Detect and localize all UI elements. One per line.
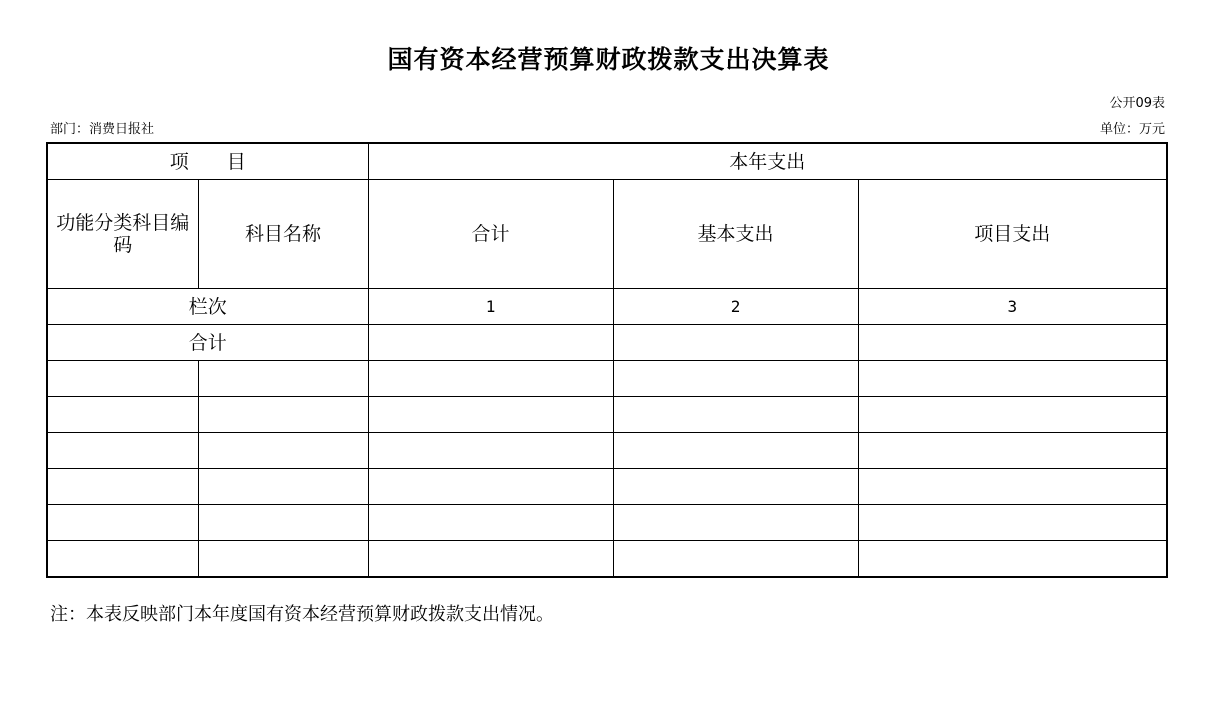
column-number-label: 栏次 [47,289,368,325]
column-number-3: 3 [858,289,1167,325]
table-cell [858,361,1167,397]
empty-rows [47,361,1167,578]
column-header-basic: 基本支出 [613,180,858,289]
department-label: 部门：消费日报社 [50,122,155,137]
table-row [47,469,1167,505]
table-cell [613,541,858,578]
column-header-code: 功能分类科目编码 [47,180,198,289]
table-cell [368,505,613,541]
table-cell [198,433,368,469]
table-row [47,397,1167,433]
table-cell [198,361,368,397]
table-cell [613,505,858,541]
table-cell [198,505,368,541]
table-row [47,361,1167,397]
table-row [47,433,1167,469]
total-cell [613,325,858,361]
table-cell [613,469,858,505]
table-cell [368,361,613,397]
table-cell [368,433,613,469]
table-cell [47,469,198,505]
header-current-year: 本年支出 [368,143,1167,180]
total-row [47,325,1167,361]
expenditure-table [46,142,1168,578]
table-row [47,505,1167,541]
table-cell [47,433,198,469]
table-cell [368,397,613,433]
form-number: 公开09表 [1109,96,1165,111]
table-note: 注：本表反映部门本年度国有资本经营预算财政拨款支出情况。 [50,604,554,625]
table-header-row [47,143,1167,180]
table-cell [613,361,858,397]
table-cell [858,433,1167,469]
table-subheader-row [47,180,1167,289]
unit-label: 单位：万元 [1099,122,1165,137]
page-title: 国有资本经营预算财政拨款支出决算表 [387,45,830,74]
table-row [47,541,1167,578]
table-cell [47,397,198,433]
column-header-project: 项目支出 [858,180,1167,289]
table-cell [47,505,198,541]
table-cell [858,469,1167,505]
table-cell [858,505,1167,541]
total-cell [368,325,613,361]
total-row-label: 合计 [47,325,368,361]
table-cell [613,397,858,433]
column-number-2: 2 [613,289,858,325]
table-cell [47,541,198,578]
table-cell [368,469,613,505]
table-cell [47,361,198,397]
total-cell [858,325,1167,361]
column-header-total: 合计 [368,180,613,289]
table-cell [858,397,1167,433]
column-number-row [47,289,1167,325]
column-number-1: 1 [368,289,613,325]
table-cell [368,541,613,578]
table-cell [858,541,1167,578]
table-cell [198,541,368,578]
table-cell [198,397,368,433]
header-item: 项 目 [47,143,368,180]
table-cell [198,469,368,505]
column-header-name: 科目名称 [198,180,368,289]
table-cell [613,433,858,469]
